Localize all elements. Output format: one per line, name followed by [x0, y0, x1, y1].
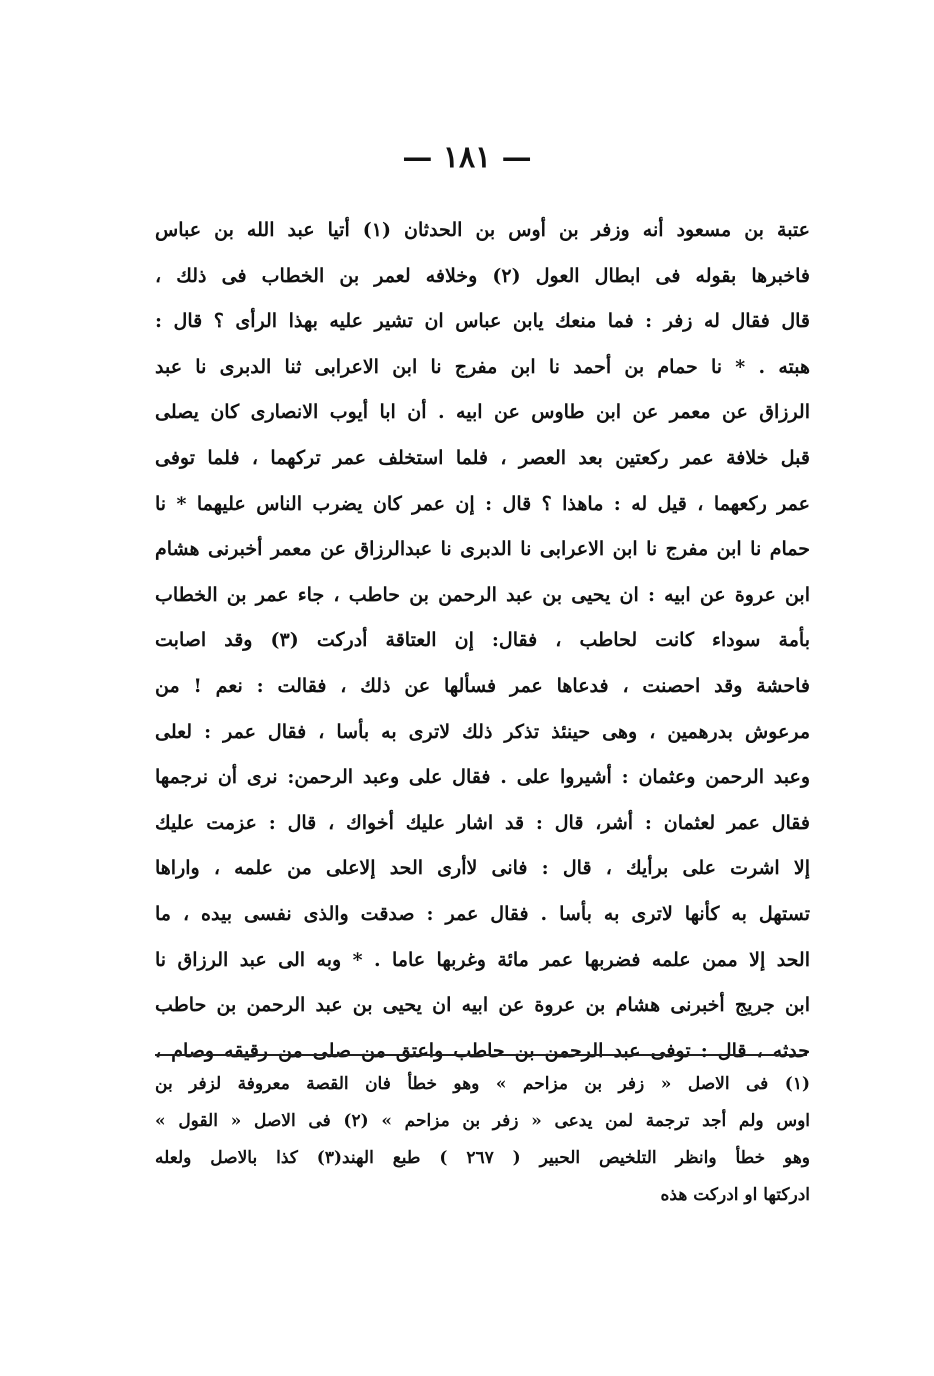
text-line: قبل خلافة عمر ركعتين بعد العصر ، فلما استخلف عمر تركهما ، فلما توفى	[155, 446, 810, 469]
footnote-divider	[155, 1054, 807, 1056]
footnote-line: اوس ولم أجد ترجمة لمن يدعى « زفر بن مزاحم » (٢) فى الاصل « القول »	[155, 1111, 810, 1131]
text-line: فاخبرها بقوله فى ابطال العول (٢) وخلافه لعمر بن الخطاب فى ذلك ،	[155, 264, 810, 287]
footnote-line: ادركتها او ادركت هذه	[660, 1185, 810, 1205]
text-line: حمام نا ابن مفرج نا ابن الاعرابى نا الدبرى نا عبدالرزاق عن معمر أخبرنى هشام	[155, 538, 810, 561]
text-line: الرزاق عن معمر عن ابن طاوس عن ابيه . أن ابا أيوب الانصارى كان يصلى	[155, 401, 810, 424]
text-line: عتبة بن مسعود أنه وزفر بن أوس بن الحدثان (١) أتيا عبد الله بن عباس	[155, 219, 810, 241]
text-line: بأمة سوداء كانت لحاطب ، فقال: إن العتاقة أدركت (٣) وقد اصابت	[155, 629, 810, 652]
text-line: عمر ركعهما ، قيل له : ماهذا ؟ قال : إن عمر كان يضرب الناس عليهما * نا	[155, 492, 810, 515]
text-line: ابن جريج أخبرنى هشام بن عروة عن ابيه ان يحيى بن عبد الرحمن بن حاطب	[155, 994, 810, 1017]
text-line: حدثه ، قال : توفى عبد الرحمن بن حاطب واعتق من صلى من رقيقه وصام ،	[155, 1039, 810, 1062]
text-line: تستهل به كأنها لاترى به بأسا . فقال عمر : صدقت والذى نفسى بيده ، ما	[155, 902, 810, 925]
main-text	[155, 208, 810, 1074]
footnote-line: وهو خطأ وانظر التلخيص الحبير ( ٢٦٧ ) طبع الهند(٣) كذا بالاصل ولعله	[155, 1148, 810, 1168]
text-line: الحد إلا ممن علمه فضربها عمر مائة وغربها عاما . * وبه الى عبد الرزاق نا	[155, 948, 810, 971]
text-line: وعبد الرحمن وعثمان : أشيروا على . فقال على وعبد الرحمن: نرى أن نرجمها	[155, 766, 810, 789]
text-line: هبته . * نا حمام بن أحمد نا ابن مفرج نا ابن الاعرابى ثنا الدبرى نا عبد	[155, 355, 810, 378]
text-line: ابن عروة عن ابيه : ان يحيى بن عبد الرحمن بن حاطب ، جاء عمر بن الخطاب	[155, 583, 810, 606]
text-line: إلا اشرت على برأيك ، قال : فانى لاأرى الحد إلاعلى من علمه ، واراها	[155, 857, 810, 880]
text-line: قال فقال له زفر : فما منعك يابن عباس ان تشير عليه بهذا الرأى ؟ قال :	[155, 310, 810, 333]
page-number: — ١٨١ —	[402, 140, 532, 175]
footnote-line: (١) فى الاصل « زفر بن مزاحم » وهو خطأ فان القصة معروفة لزفر بن	[155, 1074, 810, 1094]
text-line: فاحشة وقد احصنت ، فدعاها عمر فسألها عن ذلك ، فقالت : نعم ! من	[155, 674, 810, 697]
text-line: فقال عمر لعثمان : أشر، قال : قد اشار عليك أخواك ، قال : عزمت عليك	[155, 811, 810, 834]
text-line: مرعوش بدرهمين ، وهى حينئذ تذكر ذلك لاترى به بأسا ، فقال عمر : لعلى	[155, 720, 810, 743]
footnotes	[155, 1066, 810, 1214]
